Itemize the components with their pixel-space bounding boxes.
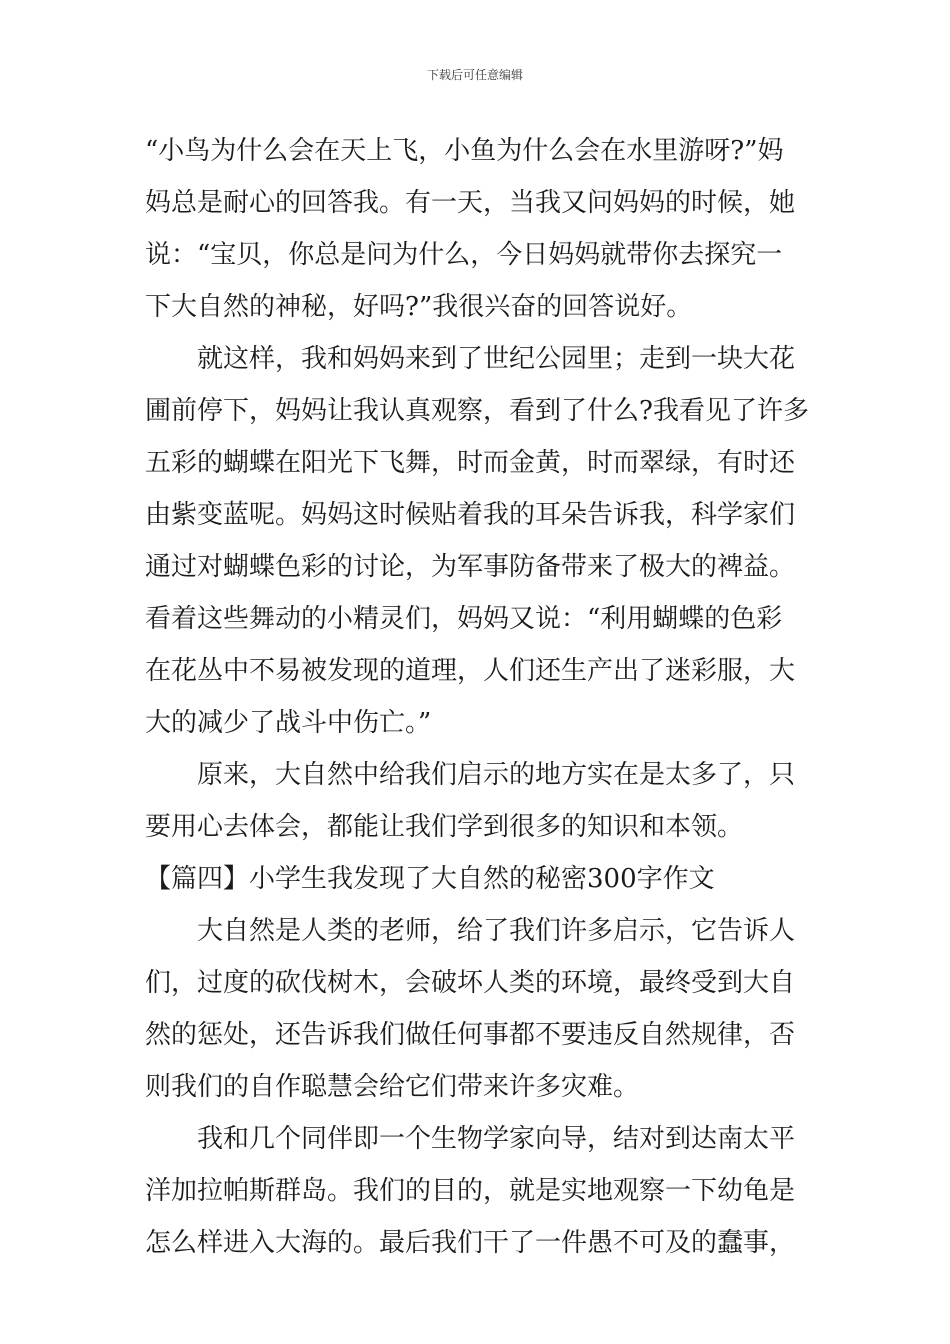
text-line: 则我们的自作聪慧会给它们带来许多灾难。 xyxy=(145,1072,640,1102)
text-line: 下大自然的神秘，好吗?”我很兴奋的回答说好。 xyxy=(145,292,693,322)
text-line: 们，过度的砍伐树木，会破坏人类的环境，最终受到大自 xyxy=(145,968,796,998)
text-line: “小鸟为什么会在天上飞，小鱼为什么会在水里游呀?”妈 xyxy=(145,136,784,166)
paragraph-start-line: 原来，大自然中给我们启示的地方实在是太多了，只 xyxy=(197,760,796,790)
page-header-note: 下载后可任意编辑 xyxy=(426,68,523,82)
text-line: 说：“宝贝，你总是问为什么，今日妈妈就带你去探究一 xyxy=(145,240,783,270)
text-line: 大的减少了战斗中伤亡。” xyxy=(145,708,432,738)
paragraph-start-line: 大自然是人类的老师，给了我们许多启示，它告诉人 xyxy=(197,916,796,946)
paragraph-start-line: 我和几个同伴即一个生物学家向导，结对到达南太平 xyxy=(197,1124,796,1154)
text-line: 要用心去体会，都能让我们学到很多的知识和本领。 xyxy=(145,812,744,842)
text-line: 由紫变蓝呢。妈妈这时候贴着我的耳朵告诉我，科学家们 xyxy=(145,500,796,530)
text-line: 圃前停下，妈妈让我认真观察，看到了什么?我看见了许多 xyxy=(145,396,809,426)
section-heading: 【篇四】小学生我发现了大自然的秘密300字作文 xyxy=(145,864,715,894)
text-line: 洋加拉帕斯群岛。我们的目的，就是实地观察一下幼龟是 xyxy=(145,1176,796,1206)
text-line: 在花丛中不易被发现的道理，人们还生产出了迷彩服，大 xyxy=(145,656,796,686)
text-line: 看着这些舞动的小精灵们，妈妈又说：“利用蝴蝶的色彩 xyxy=(145,604,783,634)
text-line: 妈总是耐心的回答我。有一天，当我又问妈妈的时候，她 xyxy=(145,188,796,218)
text-line: 怎么样进入大海的。最后我们干了一件愚不可及的蠢事， xyxy=(145,1228,796,1258)
paragraph-start-line: 就这样，我和妈妈来到了世纪公园里；走到一块大花 xyxy=(197,344,796,374)
text-line: 通过对蝴蝶色彩的讨论，为军事防备带来了极大的裨益。 xyxy=(145,552,796,582)
text-line: 然的惩处，还告诉我们做任何事都不要违反自然规律，否 xyxy=(145,1020,796,1050)
document-body xyxy=(145,125,810,1269)
text-line: 五彩的蝴蝶在阳光下飞舞，时而金黄，时而翠绿，有时还 xyxy=(145,448,796,478)
